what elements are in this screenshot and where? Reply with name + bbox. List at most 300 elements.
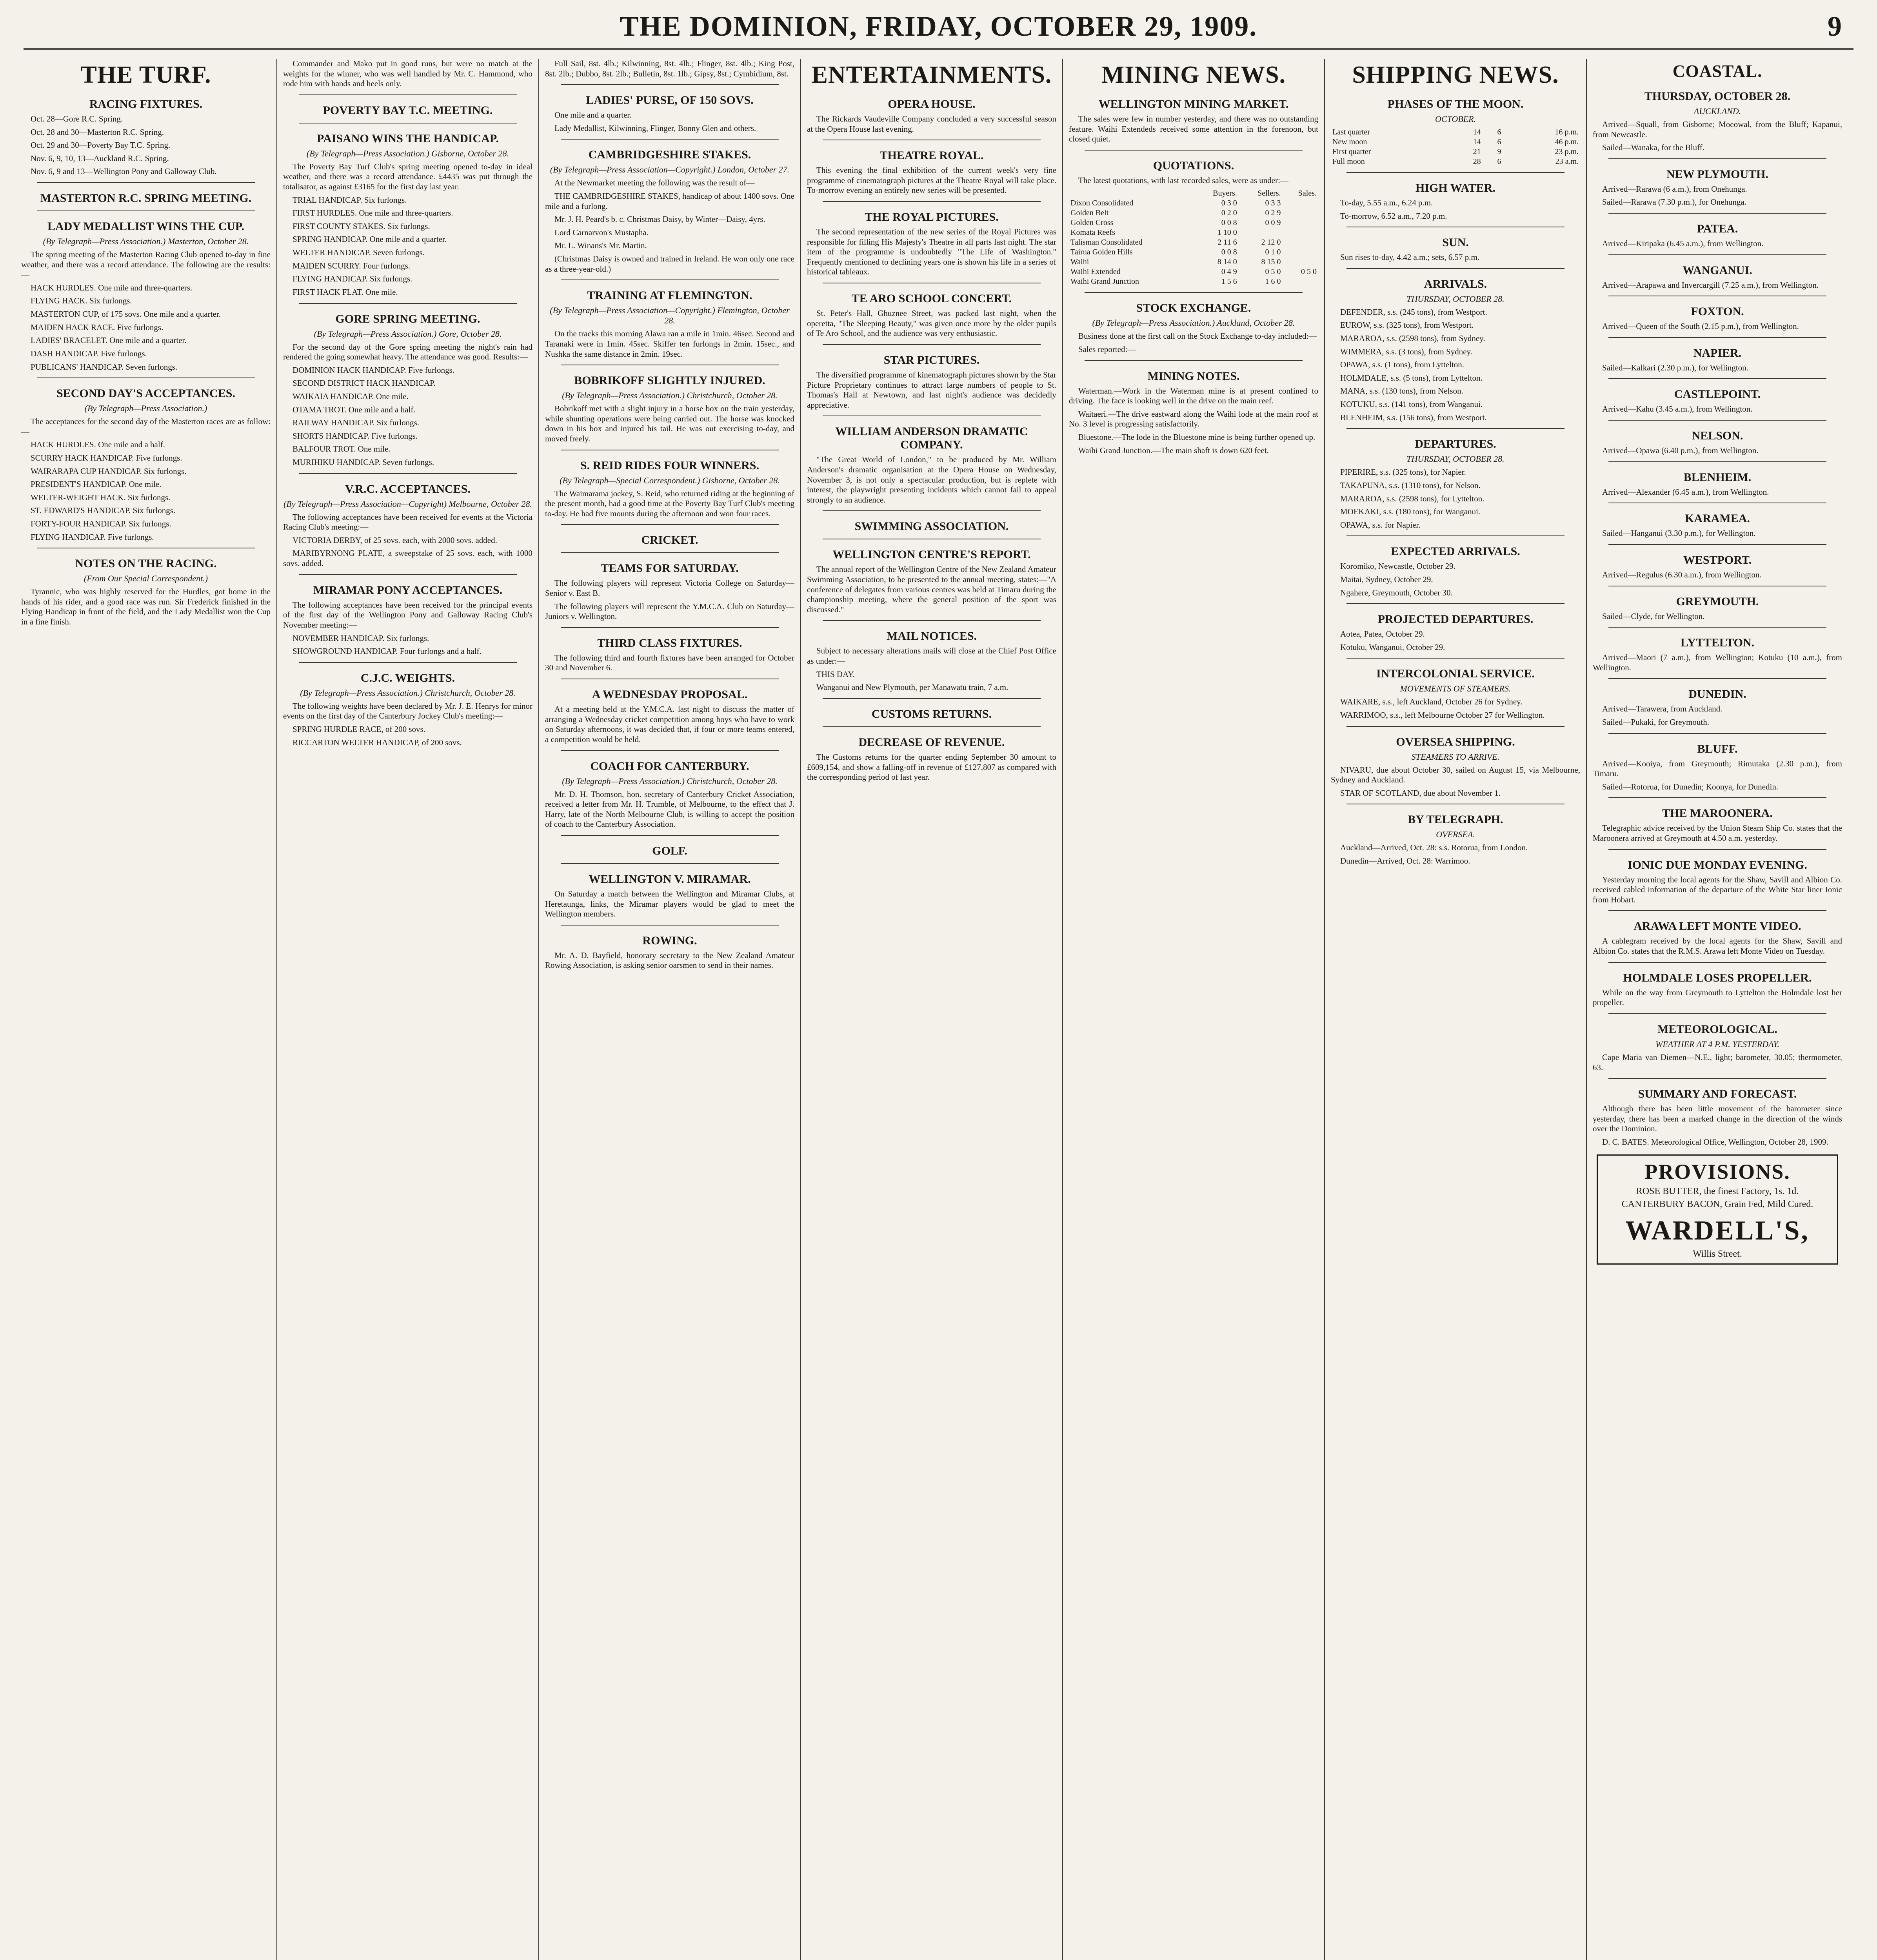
section-divider — [299, 574, 517, 575]
paragraph: The following third and fourth fixtures have been arranged for October 30 and November 6. — [545, 653, 794, 673]
paragraph: Arrived—Queen of the South (2.15 p.m.), from Wellington. — [1602, 321, 1799, 331]
paragraph: The sales were few in number yesterday, and there was no outstanding feature. Waihi Extendeds received some attention in the forenoon, but closed quiet. — [1069, 114, 1318, 144]
paragraph: Arrived—Regulus (6.30 a.m.), from Wellington. — [1602, 570, 1762, 579]
table-cell: 9 — [1497, 147, 1501, 156]
paragraph: Sales reported:— — [1078, 345, 1136, 354]
paragraph: MAIDEN SCURRY. Four furlongs. — [293, 261, 411, 270]
section-heading: GOLF. — [652, 844, 687, 857]
section-subheading: (By Telegraph—Press Association.) Christchurch, October 28. — [562, 390, 778, 401]
section-heading: SUN. — [1442, 236, 1469, 249]
paragraph: MOEKAKI, s.s. (180 tons), for Wanganui. — [1340, 507, 1481, 517]
table-header-row — [1069, 189, 1318, 198]
section-subheading: (By Telegraph—Press Association—Copyright.) London, October 27. — [550, 165, 790, 175]
table-row — [1069, 198, 1318, 208]
section-subheading: (By Telegraph—Press Association—Copyright.) Flemington, October 28. — [550, 305, 790, 326]
section-divider — [1608, 420, 1826, 421]
article-section — [283, 132, 532, 298]
article-section — [807, 292, 1056, 339]
section-heading: DECREASE OF REVENUE. — [858, 735, 1005, 749]
ad-heading: PROVISIONS. — [1644, 1160, 1790, 1183]
column-4 — [801, 59, 1062, 1960]
paragraph: Aotea, Patea, October 29. — [1340, 629, 1425, 639]
column-rule — [276, 59, 277, 1960]
column-5 — [1063, 59, 1324, 1960]
article-section — [283, 59, 532, 89]
table-cell — [1283, 247, 1318, 257]
paragraph: Lady Medallist, Kilwinning, Flinger, Bonny Glen and others. — [554, 123, 756, 133]
paragraph: The following players will represent Victoria College on Saturday—Senior v. East B. — [545, 578, 794, 598]
article-section — [545, 637, 794, 673]
article-section — [545, 59, 794, 79]
section-heading: SWIMMING ASSOCIATION. — [854, 520, 1009, 533]
paragraph: Nov. 6, 9 and 13—Wellington Pony and Galloway Club. — [31, 167, 217, 176]
section-divider — [823, 726, 1041, 727]
section-divider — [561, 139, 779, 140]
section-heading: NAPIER. — [1693, 346, 1742, 359]
paragraph: MARAROA, s.s. (2598 tons), from Sydney. — [1340, 334, 1485, 343]
article-section — [807, 708, 1056, 721]
section-heading: POVERTY BAY T.C. MEETING. — [323, 103, 493, 117]
section-heading: BLENHEIM. — [1683, 470, 1752, 484]
paragraph: THE CAMBRIDGESHIRE STAKES, handicap of about 1400 sovs. One mile and a furlong. — [545, 191, 794, 211]
article-section — [1593, 1023, 1842, 1073]
table-cell: Tairua Golden Hills — [1070, 248, 1133, 257]
section-heading: THE MAROONERA. — [1662, 807, 1773, 820]
section-heading: HOLMDALE LOSES PROPELLER. — [1623, 971, 1812, 984]
table-row — [1069, 208, 1318, 218]
paragraph: Arrived—Arapawa and Invercargill (7.25 a.m.), from Wellington. — [1602, 280, 1819, 290]
table-cell — [1239, 228, 1283, 238]
table-cell: 0 1 0 — [1265, 248, 1281, 257]
paragraph: Nov. 6, 9, 10, 13—Auckland R.C. Spring. — [31, 153, 169, 163]
paragraph: HACK HURDLES. One mile and a half. — [31, 440, 165, 450]
paragraph: Sailed—Pukaki, for Greymouth. — [1602, 717, 1709, 727]
paragraph: To-day, 5.55 a.m., 6.24 p.m. — [1340, 198, 1433, 207]
paragraph: Arrived—Opawa (6.40 p.m.), from Wellington. — [1602, 446, 1759, 456]
article-section — [1331, 278, 1580, 423]
table-cell: 14 — [1473, 138, 1481, 146]
paragraph: LADIES' BRACELET. One mile and a quarter. — [31, 336, 187, 345]
article-section — [545, 534, 794, 547]
paragraph: The Waimarama jockey, S. Reid, who returned riding at the beginning of the present month, had a good time at the Poverty Bay Turf Club's meeting to-day. He had five mounts during the afternoon and won four races. — [545, 488, 794, 518]
section-heading: NELSON. — [1692, 429, 1743, 443]
article-section — [1069, 301, 1318, 354]
section-divider — [823, 698, 1041, 699]
section-divider — [1608, 254, 1826, 255]
table-cell — [1283, 277, 1318, 287]
article-section — [545, 562, 794, 621]
section-subheading: MOVEMENTS OF STEAMERS. — [1400, 684, 1511, 694]
paragraph: OPAWA, s.s. for Napier. — [1340, 520, 1421, 530]
quotations-table — [1069, 189, 1318, 287]
article-section — [1593, 595, 1842, 622]
section-subheading: (By Telegraph—Press Association.) — [84, 403, 207, 414]
section-divider — [299, 303, 517, 304]
article-section — [21, 192, 271, 205]
paragraph: MURIHIKU HANDICAP. Seven furlongs. — [293, 457, 434, 467]
article-section — [1593, 305, 1842, 332]
section-heading: CUSTOMS RETURNS. — [871, 707, 992, 720]
section-heading: THE ROYAL PICTURES. — [865, 211, 999, 224]
section-divider — [823, 201, 1041, 202]
section-heading: BLUFF. — [1697, 742, 1738, 755]
paragraph: Sailed—Clyde, for Wellington. — [1602, 611, 1705, 621]
table-cell — [1283, 238, 1318, 247]
table-cell: 6 — [1497, 128, 1501, 136]
section-divider — [37, 377, 255, 378]
table-row — [1069, 277, 1318, 287]
section-heading: KARAMEA. — [1685, 512, 1750, 525]
paragraph: Waitaeri.—The drive eastward along the Waihi lode at the main roof at No. 3 level is progressing satisfactorily. — [1069, 409, 1318, 429]
table-cell: 0 0 9 — [1265, 218, 1281, 227]
article-section — [807, 736, 1056, 782]
article-section — [545, 94, 794, 133]
paragraph: SHOWGROUND HANDICAP. Four furlongs and a half. — [293, 646, 482, 656]
article-section — [1331, 437, 1580, 530]
section-heading: EXPECTED ARRIVALS. — [1391, 545, 1520, 558]
section-heading: PROJECTED DEPARTURES. — [1377, 613, 1534, 626]
article-section — [1593, 742, 1842, 792]
article-section — [1593, 222, 1842, 249]
paragraph: WELTER-WEIGHT HACK. Six furlongs. — [31, 492, 171, 502]
paragraph: Wanganui and New Plymouth, per Manawatu train, 7 a.m. — [816, 682, 1008, 692]
paragraph: ST. EDWARD'S HANDICAP. Six furlongs. — [31, 506, 176, 515]
column-rule — [538, 59, 539, 1960]
section-subheading: OVERSEA. — [1436, 829, 1475, 840]
paragraph: BLENHEIM, s.s. (156 tons), from Westport. — [1340, 412, 1487, 422]
section-subheading: (By Telegraph—Press Association.) Gore, October 28. — [314, 328, 502, 339]
paragraph: Tyrannic, who was highly reserved for the Hurdles, got home in the hands of his rider, and a good race was run. Sir Frederick finished in the Flying Handicap in front of the field, and the Lady Medallist won the Cup in a fine finish. — [21, 587, 271, 627]
paragraph: FLYING HANDICAP. Five furlongs. — [31, 532, 154, 542]
paragraph: PUBLICANS' HANDICAP. Seven furlongs. — [31, 362, 178, 372]
article-section — [21, 220, 271, 372]
section-divider — [37, 182, 255, 183]
table-row — [1069, 247, 1318, 257]
paragraph: Arrived—Rarawa (6 a.m.), from Onehunga. — [1602, 184, 1747, 194]
table-cell: 0 0 8 — [1221, 248, 1237, 257]
section-heading: TE ARO SCHOOL CONCERT. — [851, 292, 1012, 305]
paragraph: FLYING HANDICAP. Six furlongs. — [293, 274, 412, 284]
section-subheading: WEATHER AT 4 P.M. YESTERDAY. — [1655, 1039, 1779, 1049]
paragraph: TAKAPUNA, s.s. (1310 tons), for Nelson. — [1340, 480, 1481, 490]
paragraph: WAIRARAPA CUP HANDICAP. Six furlongs. — [31, 466, 187, 476]
article-section — [283, 671, 532, 748]
section-subheading: (By Telegraph—Press Association.) Gisborne, October 28. — [306, 148, 509, 158]
article-section — [1593, 554, 1842, 580]
paragraph: Full Sail, 8st. 4lb.; Kilwinning, 8st. 4lb.; Flinger, 8st. 4lb.; King Post, 8st. 2lb.; Dubbo, 8st. 2lb.; Bulletin, 8st. 1lb.; Gipsy, 8st.; Cymbidium, 8st. — [545, 59, 794, 78]
paragraph: Subject to necessary alterations mails will close at the Chief Post Office as under:— — [807, 646, 1056, 666]
paragraph: On Saturday a match between the Wellington and Miramar Clubs, at Heretaunga, links, the Miramar players would be glad to meet the Wellington members. — [545, 889, 794, 919]
table-cell: 1 5 6 — [1221, 277, 1237, 286]
paragraph: The diversified programme of kinematograph pictures shown by the Star Picture Proprietary continues to attract large numbers of people to St. Thomas's Hall at Newtown, and last night's audience was decidedly appreciative. — [807, 370, 1056, 410]
section-heading: QUOTATIONS. — [1153, 159, 1234, 172]
section-divider — [1608, 797, 1826, 798]
section-heading: GREYMOUTH. — [1676, 595, 1759, 608]
column-rule — [1324, 59, 1325, 1960]
article-section — [545, 760, 794, 829]
section-subheading: STEAMERS TO ARRIVE. — [1411, 751, 1500, 762]
table-cell: 2 11 6 — [1217, 238, 1237, 247]
paragraph: To-morrow, 6.52 a.m., 7.20 p.m. — [1340, 211, 1447, 221]
section-divider — [1608, 158, 1826, 159]
table-cell: 21 — [1473, 147, 1481, 156]
column-rule — [1062, 59, 1063, 1960]
column-6 — [1325, 59, 1586, 1960]
section-divider — [1608, 1078, 1826, 1079]
article-section — [807, 149, 1056, 196]
section-heading: S. REID RIDES FOUR WINNERS. — [580, 459, 760, 472]
section-heading: SECOND DAY'S ACCEPTANCES. — [56, 387, 235, 400]
section-divider — [1608, 733, 1826, 734]
section-divider — [1608, 337, 1826, 338]
section-heading: STOCK EXCHANGE. — [1136, 301, 1251, 315]
table-cell: 0 5 0 — [1265, 267, 1281, 276]
paragraph: The Poverty Bay Turf Club's spring meeting opened to-day in ideal weather, and there was a record attendance. £4435 was put through the totalisator, as against £3165 for the first day last year. — [283, 162, 532, 192]
section-divider — [1608, 544, 1826, 545]
table-row — [1069, 238, 1318, 247]
paragraph: KOTUKU, s.s. (141 tons), from Wanganui. — [1340, 399, 1483, 409]
section-heading: PATEA. — [1697, 222, 1738, 236]
section-heading: CRICKET. — [641, 534, 698, 547]
article-section — [1593, 858, 1842, 905]
article-section — [1331, 735, 1580, 799]
section-divider — [1085, 292, 1303, 293]
section-heading: DUNEDIN. — [1688, 688, 1746, 701]
paragraph: STAR OF SCOTLAND, due about November 1. — [1340, 788, 1501, 798]
paragraph: SCURRY HACK HANDICAP. Five furlongs. — [31, 453, 182, 463]
paragraph: While on the way from Greymouth to Lyttelton the Holmdale lost her propeller. — [1593, 987, 1842, 1007]
column-header: Sales. — [1298, 189, 1317, 198]
table-cell: Talisman Consolidated — [1070, 238, 1143, 247]
section-divider — [1608, 910, 1826, 911]
paragraph: Sailed—Rotorua, for Dunedin; Koonya, for Dunedin. — [1602, 782, 1779, 791]
section-heading: PHASES OF THE MOON. — [1387, 98, 1524, 111]
paragraph: Yesterday morning the local agents for the Shaw, Savill and Albion Co. received cabled information of the departure of the White Star liner Ionic from Hobart. — [1593, 875, 1842, 904]
article-section — [545, 844, 794, 858]
section-subheading: (From Our Special Correspondent.) — [84, 573, 208, 584]
paragraph: PIPERIRE, s.s. (325 tons), for Napier. — [1340, 467, 1466, 477]
article-section — [21, 98, 271, 177]
table-cell: 8 15 0 — [1261, 258, 1281, 267]
section-divider — [1346, 603, 1564, 604]
paragraph: Arrived—Squall, from Gisborne; Moeowal, from the Bluff; Kapanui, from Newcastle. — [1593, 120, 1842, 139]
section-subheading: THURSDAY, OCTOBER 28. — [1406, 454, 1505, 464]
paragraph: The annual report of the Wellington Centre of the New Zealand Amateur Swimming Association, to be presented to the annual meeting, states:—"A conference of delegates from various centres was held at Timaru during the championship meeting, where the general position of the sport was discussed." — [807, 564, 1056, 614]
section-heading: STAR PICTURES. — [883, 353, 980, 367]
column-heading: SHIPPING NEWS. — [1352, 62, 1559, 88]
paragraph: The latest quotations, with last recorded sales, were as under:— — [1078, 175, 1288, 185]
paragraph: Waterman.—Work in the Waterman mine is at present confined to driving. The face is looking well in the drive on the main reef. — [1069, 386, 1318, 406]
article-section — [1593, 429, 1842, 456]
paragraph: Arrived—Alexander (6.45 a.m.), from Wellington. — [1602, 487, 1769, 497]
section-heading: WILLIAM ANDERSON DRAMATIC COMPANY. — [835, 425, 1028, 452]
article-section — [1331, 236, 1580, 263]
table-cell: 23 a.m. — [1555, 157, 1579, 166]
section-heading: WESTPORT. — [1683, 553, 1752, 566]
paragraph: SECOND DISTRICT HACK HANDICAP. — [293, 378, 436, 388]
section-heading: WELLINGTON MINING MARKET. — [1098, 98, 1289, 111]
section-subheading: (By Telegraph—Press Association.) Masterton, October 28. — [43, 236, 249, 247]
paragraph: Telegraphic advice received by the Union Steam Ship Co. states that the Maroonera arrived at Greymouth at 4.50 a.m. yesterday. — [1593, 823, 1842, 843]
paragraph: Mr. D. H. Thomson, hon. secretary of Canterbury Cricket Association, received a letter from Mr. H. Trumble, of Melbourne, to the effect that J. Harry, late of the North Melbourne Club, is willing to accept the position of coach to the Canterbury Association. — [545, 789, 794, 829]
section-heading: NOTES ON THE RACING. — [75, 557, 217, 570]
section-heading: DEPARTURES. — [1415, 437, 1496, 451]
article-section — [545, 873, 794, 919]
table-row — [1069, 257, 1318, 267]
paragraph: Oct. 28 and 30—Masterton R.C. Spring. — [31, 127, 164, 137]
paragraph: VICTORIA DERBY, of 25 sovs. each, with 2000 sovs. added. — [293, 535, 497, 545]
ad-brand: WARDELL'S, — [1625, 1215, 1810, 1246]
paragraph: Cape Maria van Diemen—N.E., light; barometer, 30.05; thermometer, 63. — [1593, 1052, 1842, 1072]
paragraph: OTAMA TROT. One mile and a half. — [293, 405, 416, 414]
table-cell: 2 12 0 — [1261, 238, 1281, 247]
paragraph: Arrived—Tarawera, from Auckland. — [1602, 704, 1723, 714]
paragraph: FIRST HACK FLAT. One mile. — [293, 287, 398, 297]
article-section — [545, 459, 794, 519]
section-divider — [1608, 461, 1826, 462]
section-heading: WELLINGTON V. MIRAMAR. — [589, 872, 751, 886]
paragraph: NOVEMBER HANDICAP. Six furlongs. — [293, 633, 429, 643]
article-section — [1331, 613, 1580, 652]
paragraph: Bobrikoff met with a slight injury in a horse box on the train yesterday, while shunting operations were being carried out. The horse was knocked down in his box and injured his tail. He was out exercising to-day, and moved freely. — [545, 404, 794, 443]
section-heading: OPERA HOUSE. — [888, 98, 976, 111]
paragraph: Sailed—Wanaka, for the Bluff. — [1602, 143, 1704, 152]
paragraph: FLYING HACK. Six furlongs. — [31, 296, 132, 306]
paragraph: Sun rises to-day, 4.42 a.m.; sets, 6.57 p.m. — [1340, 252, 1480, 262]
section-divider — [823, 620, 1041, 621]
table-cell: 6 — [1497, 157, 1501, 166]
table-cell — [1283, 218, 1318, 228]
section-divider — [1608, 1013, 1826, 1014]
paragraph: EUROW, s.s. (325 tons), from Westport. — [1340, 320, 1474, 330]
table-cell: 1 10 0 — [1217, 228, 1237, 237]
section-heading: WANGANUI. — [1683, 263, 1752, 277]
section-heading: C.J.C. WEIGHTS. — [360, 671, 455, 684]
article-section — [545, 934, 794, 971]
table-cell: 6 — [1497, 138, 1501, 146]
article-section — [1593, 388, 1842, 414]
article-section — [1069, 370, 1318, 456]
section-heading: OVERSEA SHIPPING. — [1396, 735, 1515, 748]
paragraph: Although there has been little movement of the barometer since yesterday, there has been a marked change in the direction of the winds over the Dominion. — [1593, 1104, 1842, 1134]
table-cell: First quarter — [1332, 147, 1371, 156]
section-divider — [561, 552, 779, 553]
column-3 — [540, 59, 800, 1960]
paragraph: The Rickards Vaudeville Company concluded a very successful season at the Opera House last evening. — [807, 114, 1056, 134]
paragraph: Dunedin—Arrived, Oct. 28: Warrimoo. — [1340, 856, 1470, 866]
paragraph: MARIBYRNONG PLATE, a sweepstake of 25 sovs. each, with 1000 sovs. added. — [283, 548, 532, 568]
section-heading: MINING NOTES. — [1147, 369, 1240, 383]
paragraph: THIS DAY. — [816, 669, 855, 679]
article-section — [1593, 471, 1842, 497]
article-section — [1069, 98, 1318, 144]
paragraph: MANA, s.s. (130 tons), from Nelson. — [1340, 386, 1463, 396]
paragraph: RICCARTON WELTER HANDICAP, of 200 sovs. — [293, 737, 462, 747]
table-row — [1331, 147, 1580, 157]
section-divider — [1346, 658, 1564, 659]
paragraph: PRESIDENT'S HANDICAP. One mile. — [31, 479, 162, 489]
table-row — [1069, 228, 1318, 238]
paragraph: OPAWA, s.s. (1 tons), from Lyttelton. — [1340, 360, 1465, 370]
table-cell — [1283, 208, 1318, 218]
column-rule — [800, 59, 801, 1960]
article-section — [807, 98, 1056, 134]
paragraph: A cablegram received by the local agents for the Shaw, Savill and Albion Co. states that the R.M.S. Arawa left Monte Video on Tuesday. — [1593, 936, 1842, 956]
section-heading: LADY MEDALLIST WINS THE CUP. — [47, 220, 245, 233]
paragraph: DEFENDER, s.s. (245 tons), from Westport. — [1340, 307, 1487, 317]
paragraph: Oct. 29 and 30—Poverty Bay T.C. Spring. — [31, 140, 171, 150]
article-section — [21, 387, 271, 542]
paragraph: The acceptances for the second day of the Masterton races are as follow:— — [21, 417, 271, 436]
article-section — [1593, 920, 1842, 956]
section-heading: THIRD CLASS FIXTURES. — [597, 636, 742, 650]
masthead — [24, 9, 1853, 50]
section-heading: TRAINING AT FLEMINGTON. — [587, 289, 752, 302]
section-divider — [1085, 150, 1303, 151]
paragraph: DASH HANDICAP. Five furlongs. — [31, 348, 147, 358]
column-rule — [1586, 59, 1587, 1960]
table-cell: 0 5 0 — [1301, 267, 1317, 276]
section-heading: BOBRIKOFF SLIGHTLY INJURED. — [574, 374, 765, 387]
section-heading: CAMBRIDGESHIRE STAKES. — [588, 148, 751, 162]
table-cell — [1069, 189, 1193, 198]
table-cell: 0 3 0 — [1221, 199, 1237, 208]
paragraph: "The Great World of London," to be produced by Mr. William Anderson's dramatic organisation at the Opera House on Wednesday, November 3, is not only a spectacular production, but is replete with interest, the playwright presenting incidents which cannot fail to appeal strongly to an audience. — [807, 455, 1056, 505]
ad-text: ROSE BUTTER, the finest Factory, 1s. 1d. — [1636, 1186, 1799, 1196]
article-section — [1593, 264, 1842, 290]
table-row — [1069, 267, 1318, 277]
paragraph: Bluestone.—The lode in the Bluestone mine is being further opened up. — [1078, 432, 1316, 442]
section-divider — [299, 662, 517, 663]
section-subheading: AUCKLAND. — [1693, 106, 1741, 116]
moon-phase-table — [1331, 127, 1580, 167]
paragraph: SHORTS HANDICAP. Five furlongs. — [293, 431, 418, 441]
table-cell: 0 2 0 — [1221, 209, 1237, 218]
article-section — [545, 289, 794, 359]
section-heading: ARAWA LEFT MONTE VIDEO. — [1634, 920, 1801, 933]
paragraph: BALFOUR TROT. One mile. — [293, 444, 391, 454]
paragraph: WAIKAIA HANDICAP. One mile. — [293, 391, 409, 401]
section-heading: BY TELEGRAPH. — [1408, 813, 1503, 826]
section-heading: SUMMARY AND FORECAST. — [1638, 1087, 1797, 1101]
paragraph: DOMINION HACK HANDICAP. Five furlongs. — [293, 365, 454, 375]
paragraph: For the second day of the Gore spring meeting the night's rain had rendered the going somewhat heavy. The attendance was good. Results:— — [283, 342, 532, 362]
paragraph: Arrived—Kahu (3.45 a.m.), from Wellington. — [1602, 404, 1753, 414]
table-cell: Full moon — [1332, 157, 1365, 166]
table-cell: 1 6 0 — [1265, 277, 1281, 286]
article-section — [807, 520, 1056, 533]
section-heading: MASTERTON R.C. SPRING MEETING. — [40, 192, 252, 205]
article-section — [1331, 545, 1580, 598]
section-divider — [1346, 172, 1564, 173]
article-section — [1331, 98, 1580, 167]
section-divider — [823, 344, 1041, 345]
table-row — [1069, 218, 1318, 228]
section-heading: LYTTELTON. — [1680, 636, 1755, 650]
section-subheading: (By Telegraph—Press Association—Copyright) Melbourne, October 28. — [283, 499, 532, 509]
article-section — [283, 312, 532, 468]
article-section — [545, 148, 794, 274]
paragraph: The second representation of the new series of the Royal Pictures was responsible for filling His Majesty's Theatre in all parts last night. The star item of the programme is undoubtedly "The Life of Washington." Frequently mentioned to declining years one is shown his life in a series of historical tableaux. — [807, 227, 1056, 277]
paragraph: The following weights have been declared by Mr. J. E. Henrys for minor events on the first day of the Canterbury Jockey Club's meeting:— — [283, 701, 532, 721]
table-cell — [1283, 198, 1318, 208]
paragraph: Arrived—Kiripaka (6.45 a.m.), from Wellington. — [1602, 239, 1764, 249]
paragraph: WAIKARE, s.s., left Auckland, October 26 for Sydney. — [1340, 697, 1523, 707]
paragraph: Oct. 28—Gore R.C. Spring. — [31, 114, 123, 123]
article-section — [545, 688, 794, 744]
section-heading: A WEDNESDAY PROPOSAL. — [592, 688, 748, 701]
paragraph: FORTY-FOUR HANDICAP. Six furlongs. — [31, 519, 171, 529]
